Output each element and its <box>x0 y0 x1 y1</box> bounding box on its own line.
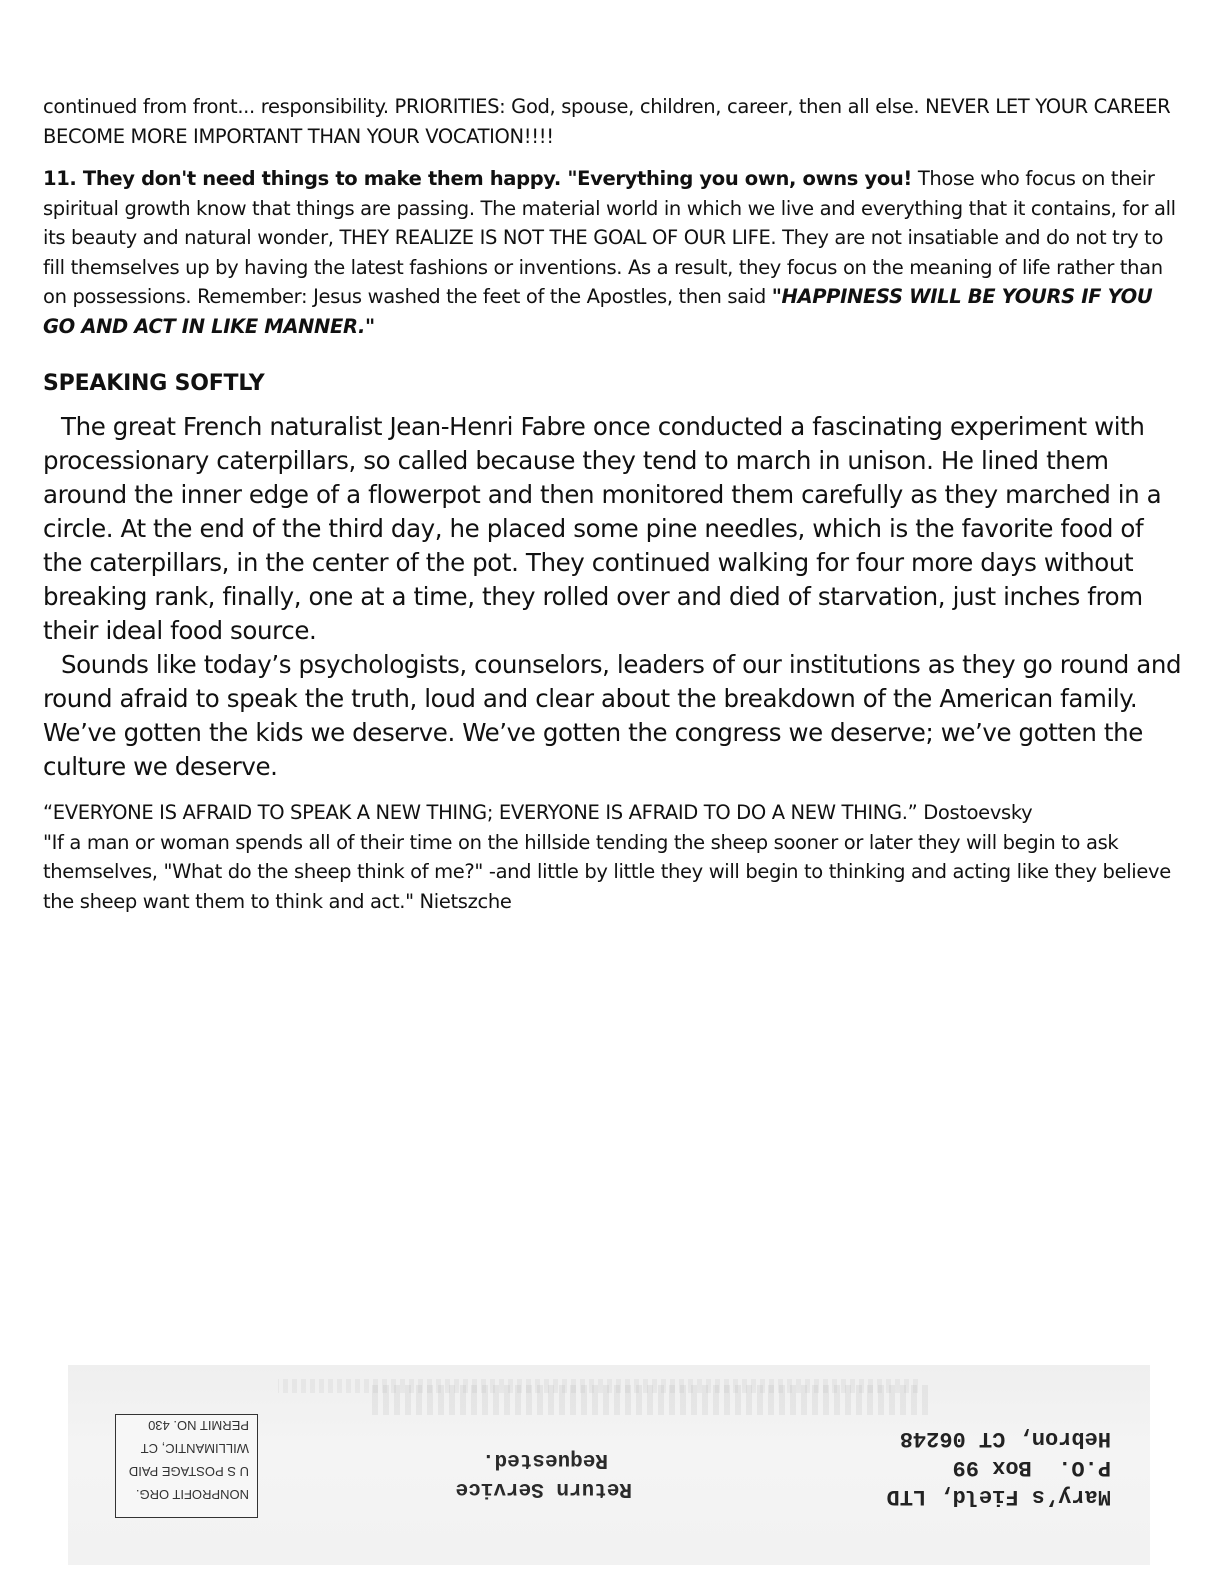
return-address-line-2: P.O. Box 99 <box>952 1455 1111 1480</box>
permit-line-1: NONPROFIT ORG. <box>135 1487 249 1502</box>
mailing-panel <box>68 1365 1150 1565</box>
show-through-print-2 <box>278 1379 918 1393</box>
return-address-line-1: Mary’s Field, LTD <box>886 1484 1111 1509</box>
postage-permit-box <box>115 1414 258 1518</box>
return-address <box>887 1424 1111 1511</box>
return-service-notice <box>456 1445 632 1503</box>
continued-text <box>43 92 1183 151</box>
section-heading: SPEAKING SOFTLY <box>43 371 265 396</box>
item-11-body: Those who focus on their spiritual growth know that things are passing. The material world in which we live and everything that it contains, for all its beauty and natural wonder, THEY REALIZE IS NOT THE GOAL OF OUR LIFE. They are not insatiable and do not try to fill themselves up by having the latest fashions or inventions. As a result, they focus on the meaning of life rather than on possessions. Remember: Jesus washed the feet of the Apostles, then said <box>43 167 1176 308</box>
story-text-1: The great French naturalist Jean-Henri Fabre once conducted a fascinating experiment with processionary caterpillars, so called because they tend to march in unison. He lined them around the inner edge of a flowerpot and then monitored them carefully as they marched in a circle. At the end of the third day, he placed some pine needles, which is the favorite food of the caterpillars, in the center of the pot. They continued walking for four more days without breaking rank, finally, one at a time, they rolled over and died of starvation, just inches from their ideal food source. <box>43 412 1162 645</box>
nietzsche-quote: "If a man or woman spends all of their time on the hillside tending the sheep sooner or later they will begin to ask themselves, "What do the sheep think of me?" -and little by little they will begin to thinking and acting like they believe the sheep want them to think and act." Nietszche <box>43 830 1171 913</box>
newsletter-back-page <box>43 92 1183 916</box>
permit-line-4: PERMIT NO. 430 <box>148 1418 249 1433</box>
return-service-line-1: Return Service <box>455 1477 632 1500</box>
return-service-line-2: Requested. <box>481 1448 608 1471</box>
item-11-lead: 11. They don't need things to make them happy. "Everything you own, owns you! <box>43 167 912 190</box>
story-paragraph-2 <box>43 648 1183 784</box>
item-11-paragraph <box>43 164 1183 341</box>
story-paragraph-1 <box>43 410 1183 648</box>
permit-line-2: U S POSTAGE PAID <box>128 1464 249 1479</box>
mailing-panel-upside-down <box>68 1365 1150 1565</box>
item-11-quote: "HAPPINESS WILL BE YOURS IF YOU GO AND ACT IN LIKE MANNER." <box>43 285 1153 338</box>
story-text-2: Sounds like today’s psychologists, counselors, leaders of our institutions as they go round and round afraid to speak the truth, loud and clear about the breakdown of the American family. We’ve gotten the kids we deserve. We’ve gotten the congress we deserve; we’ve gotten the culture we deserve. <box>43 650 1182 781</box>
continued-paragraph: continued from front... responsibility. PRIORITIES: God, spouse, children, career, then all else. NEVER LET YOUR CAREER BECOME MORE IMPORTANT THAN YOUR VOCATION!!!! <box>43 95 1171 148</box>
permit-line-3: WILLIMANTIC, CT <box>140 1441 249 1456</box>
return-address-line-3: Hebron, CT 06248 <box>899 1426 1111 1451</box>
quotes-block <box>43 798 1183 916</box>
dostoevsky-quote: “EVERYONE IS AFRAID TO SPEAK A NEW THING; EVERYONE IS AFRAID TO DO A NEW THING.” Dostoevsky <box>43 801 1033 824</box>
